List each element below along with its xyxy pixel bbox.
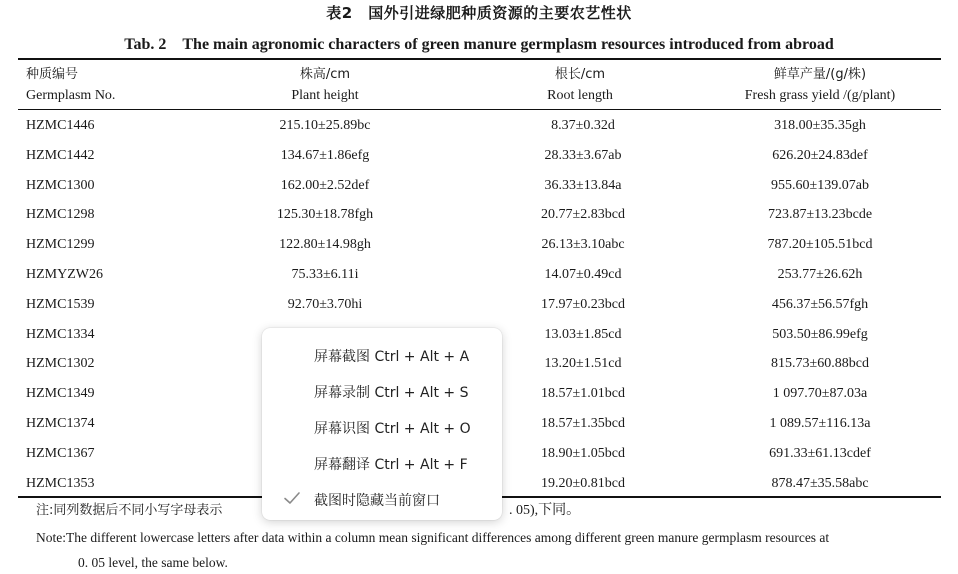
cell-fresh-yield: 787.20±105.51bcd xyxy=(767,237,873,253)
table-row xyxy=(0,235,958,265)
screenshot-context-menu xyxy=(262,328,502,520)
menu-item-label: 屏幕截图 Ctrl + Alt + A xyxy=(314,349,470,365)
cell-fresh-yield: 691.33±61.13cdef xyxy=(769,445,871,461)
table-top-rule xyxy=(18,58,941,60)
header-plant-height-en: Plant height xyxy=(291,88,359,103)
cell-plant-height: 75.33±6.11i xyxy=(291,267,359,282)
cell-root-length: 18.57±1.35bcd xyxy=(541,416,625,431)
cell-root-length: 17.97±0.23bcd xyxy=(541,296,625,312)
menu-item-label: 截图时隐藏当前窗口 xyxy=(314,493,440,509)
cell-plant-height: 125.30±18.78fgh xyxy=(276,207,374,223)
header-fresh-yield xyxy=(700,64,940,106)
cell-germplasm: HZMC1302 xyxy=(26,356,95,372)
cell-root-length: 13.03±1.85cd xyxy=(544,326,622,342)
cell-germplasm: HZMC1442 xyxy=(26,147,95,163)
menu-item-screen-record[interactable] xyxy=(262,374,502,408)
cell-fresh-yield: 1 097.70±87.03a xyxy=(772,386,868,402)
cell-root-length: 18.57±1.01bcd xyxy=(541,386,625,402)
cell-plant-height: 134.67±1.86efg xyxy=(280,147,370,163)
table-row xyxy=(0,146,958,176)
note-en-line1: Note:The different lowercase letters after data within a column mean significant differences among different green manure germplasm resources at xyxy=(36,530,830,545)
cell-germplasm: HZMC1446 xyxy=(26,118,95,133)
header-germplasm-cn: 种质编号 xyxy=(26,67,79,82)
cell-fresh-yield: 815.73±60.88bcd xyxy=(771,356,869,372)
cell-root-length: 14.07±0.49cd xyxy=(544,267,622,282)
table-header-rule xyxy=(18,109,941,110)
header-germplasm-en: Germplasm No. xyxy=(26,88,116,103)
cell-germplasm: HZMC1374 xyxy=(26,416,95,431)
cell-root-length: 8.37±0.32d xyxy=(551,118,615,133)
header-root-length-cn: 根长/cm xyxy=(554,67,606,82)
menu-item-screen-ocr[interactable] xyxy=(262,410,502,444)
cell-root-length: 36.33±13.84a xyxy=(544,177,622,193)
menu-item-hide-window[interactable] xyxy=(262,482,502,516)
cell-plant-height: 215.10±25.89bc xyxy=(279,118,371,133)
cell-root-length: 18.90±1.05bcd xyxy=(541,445,625,461)
cell-plant-height: 122.80±14.98gh xyxy=(279,237,371,253)
menu-item-label: 屏幕录制 Ctrl + Alt + S xyxy=(314,385,469,401)
table-title-cn: 表2 国外引进绿肥种质资源的主要农艺性状 xyxy=(326,4,632,22)
header-fresh-yield-en: Fresh grass yield /(g/plant) xyxy=(744,88,896,103)
cell-fresh-yield: 318.00±35.35gh xyxy=(774,118,866,133)
header-root-length xyxy=(480,64,680,106)
cell-germplasm: HZMC1299 xyxy=(26,237,95,253)
cell-germplasm: HZMYZW26 xyxy=(26,267,103,282)
header-root-length-en: Root length xyxy=(547,88,613,103)
header-germplasm xyxy=(26,64,206,106)
cell-germplasm: HZMC1298 xyxy=(26,207,95,223)
cell-germplasm: HZMC1300 xyxy=(26,177,95,193)
cell-fresh-yield: 1 089.57±116.13a xyxy=(769,416,871,431)
cell-fresh-yield: 456.37±56.57fgh xyxy=(771,296,869,312)
cell-fresh-yield: 878.47±35.58abc xyxy=(771,475,869,491)
note-en-line2: 0. 05 level, the same below. xyxy=(78,555,228,570)
cell-root-length: 20.77±2.83bcd xyxy=(541,207,625,223)
menu-item-label: 屏幕翻译 Ctrl + Alt + F xyxy=(314,457,468,473)
cell-germplasm: HZMC1367 xyxy=(26,445,95,461)
header-plant-height xyxy=(225,64,425,106)
checkmark-icon xyxy=(282,488,302,508)
table-row xyxy=(0,116,958,146)
cell-fresh-yield: 723.87±13.23bcde xyxy=(767,207,873,223)
cell-plant-height: 92.70±3.70hi xyxy=(287,296,363,312)
cell-fresh-yield: 253.77±26.62h xyxy=(777,267,863,282)
table-row xyxy=(0,265,958,295)
cell-fresh-yield: 503.50±86.99efg xyxy=(772,326,868,342)
table-row xyxy=(0,176,958,206)
cell-plant-height: 162.00±2.52def xyxy=(280,177,370,193)
cell-germplasm: HZMC1353 xyxy=(26,475,95,491)
header-plant-height-cn: 株高/cm xyxy=(299,67,351,82)
cell-fresh-yield: 955.60±139.07ab xyxy=(771,177,869,193)
note-cn-end: . 05),下同。 xyxy=(509,503,581,518)
cell-root-length: 19.20±0.81bcd xyxy=(541,475,625,491)
cell-germplasm: HZMC1349 xyxy=(26,386,95,402)
table-row xyxy=(0,295,958,325)
header-fresh-yield-cn: 鲜草产量/(g/株) xyxy=(773,67,867,82)
cell-fresh-yield: 626.20±24.83def xyxy=(772,147,868,163)
menu-item-screen-translate[interactable] xyxy=(262,446,502,480)
cell-root-length: 13.20±1.51cd xyxy=(544,356,622,372)
note-cn-start: 注:同列数据后不同小写字母表示 xyxy=(36,503,223,518)
cell-root-length: 26.13±3.10abc xyxy=(541,237,625,253)
cell-germplasm: HZMC1334 xyxy=(26,326,95,342)
cell-root-length: 28.33±3.67ab xyxy=(544,147,622,163)
menu-item-label: 屏幕识图 Ctrl + Alt + O xyxy=(314,421,471,437)
menu-item-screenshot[interactable] xyxy=(262,338,502,372)
table-row xyxy=(0,205,958,235)
table-title-en: Tab. 2 The main agronomic characters of green manure germplasm resources introduced from abroad xyxy=(124,36,834,53)
cell-germplasm: HZMC1539 xyxy=(26,296,95,312)
